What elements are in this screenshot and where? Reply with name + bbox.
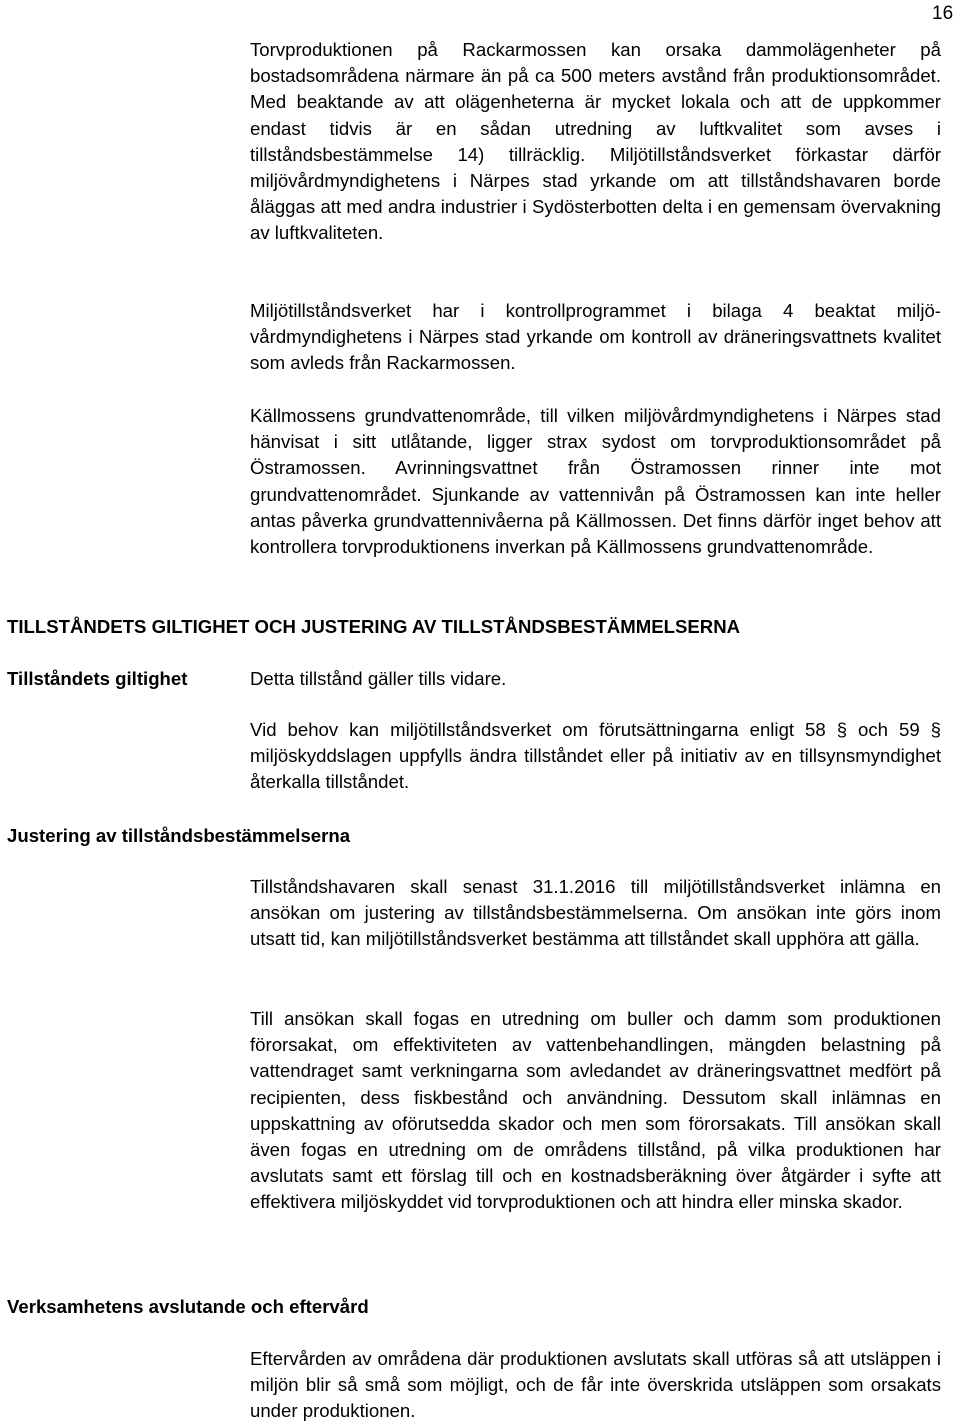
paragraph-permit-change: Vid behov kan miljötillståndsverket om förutsättningarna enligt 58 § och 59 § miljöskyddslagen uppfylls ändra tillståndet eller på initiativ av en tillsynsmyndighet återkalla tillståndet. xyxy=(250,719,941,793)
page-number: 16 xyxy=(932,3,954,24)
paragraph-validity: Detta tillstånd gäller tills vidare. xyxy=(250,668,507,689)
subheading-validity: Tillståndets giltighet xyxy=(7,668,188,689)
paragraph-control-program: Miljötillståndsverket har i kontrollprogrammet i bilaga 4 beaktat miljövårdmyndighetens i Närpes stad yrkande om kontroll av dräneringsvattnets kvalitet som avleds från Rackarmossen. xyxy=(250,300,941,374)
paragraph-groundwater: Källmossens grundvattenområde, till vilken miljövårdmyndighetens i Närpes stad hänvisat i sitt utlåtande, ligger strax sydost om torvproduktionsområdet på Östramossen. Avrinningsvattnet från Östramossen rinner inte mot grundvattenområdet. Sjunkande av vattennivån på Östramossen kan inte heller antas påverka grundvattennivåerna på Källmossen. Det finns därför inget behov att kontrollera torvproduktionens inverkan på Källmossens grundvattenområde. xyxy=(250,405,941,558)
subheading-adjustment: Justering av tillståndsbestämmelserna xyxy=(7,825,351,846)
subheading-closure: Verksamhetens avslutande och eftervård xyxy=(7,1296,369,1317)
section-heading: TILLSTÅNDETS GILTIGHET OCH JUSTERING AV TILLSTÅNDSBESTÄMMELSERNA xyxy=(7,616,741,637)
paragraph-adjustment-application: Tillståndshavaren skall senast 31.1.2016 till miljötillståndsverket inlämna en ansökan om justering av tillståndsbestämmelserna. Om ansökan inte görs inom utsatt tid, kan miljötillståndsverket bestämma att tillståndet skall upphöra att gälla. xyxy=(250,876,941,950)
paragraph-application-contents: Till ansökan skall fogas en utredning om buller och damm som produktionen förorsakat, om effektiviteten av vattenbehandlingen, mängden belastning på vattendraget samt verkningarna som avledandet av dräneringsvattnet medfört på recipienten, dess fiskbestånd och användning. Dessutom skall inlämnas en uppskattning av oförutsedda skador och men som förorsakats. Till ansökan skall även fogas en utredning om de områdens tillstånd, på vilka produktionen har avslutats samt ett förslag till och en kostnadsberäkning över åtgärder i syfte att effektivera miljöskyddet vid torvproduktionen och att hindra eller minska skador. xyxy=(250,1008,941,1213)
paragraph-air-quality: Torvproduktionen på Rackarmossen kan orsaka dammolägenheter på bostadsområdena närmare än på ca 500 meters avstånd från produktionsområdet. Med beaktande av att olägenheterna är mycket lokala och att de uppkommer endast tidvis är en sådan utredning av luftkvalitet som avses i tillståndsbestämmelse 14) tillräcklig. Miljötillståndsverket förkastar därför miljövårdmyndighetens i Närpes stad yrkande om att tillståndshavaren borde åläggas att med andra industrier i Sydösterbotten delta i en gemensam övervakning av luftkvaliteten. xyxy=(250,39,941,244)
paragraph-aftercare: Eftervården av områdena där produktionen avslutats skall utföras så att utsläppen i miljön blir så små som möjligt, och de får inte överskrida utsläppen som orsakats under produktionen. xyxy=(250,1348,941,1422)
